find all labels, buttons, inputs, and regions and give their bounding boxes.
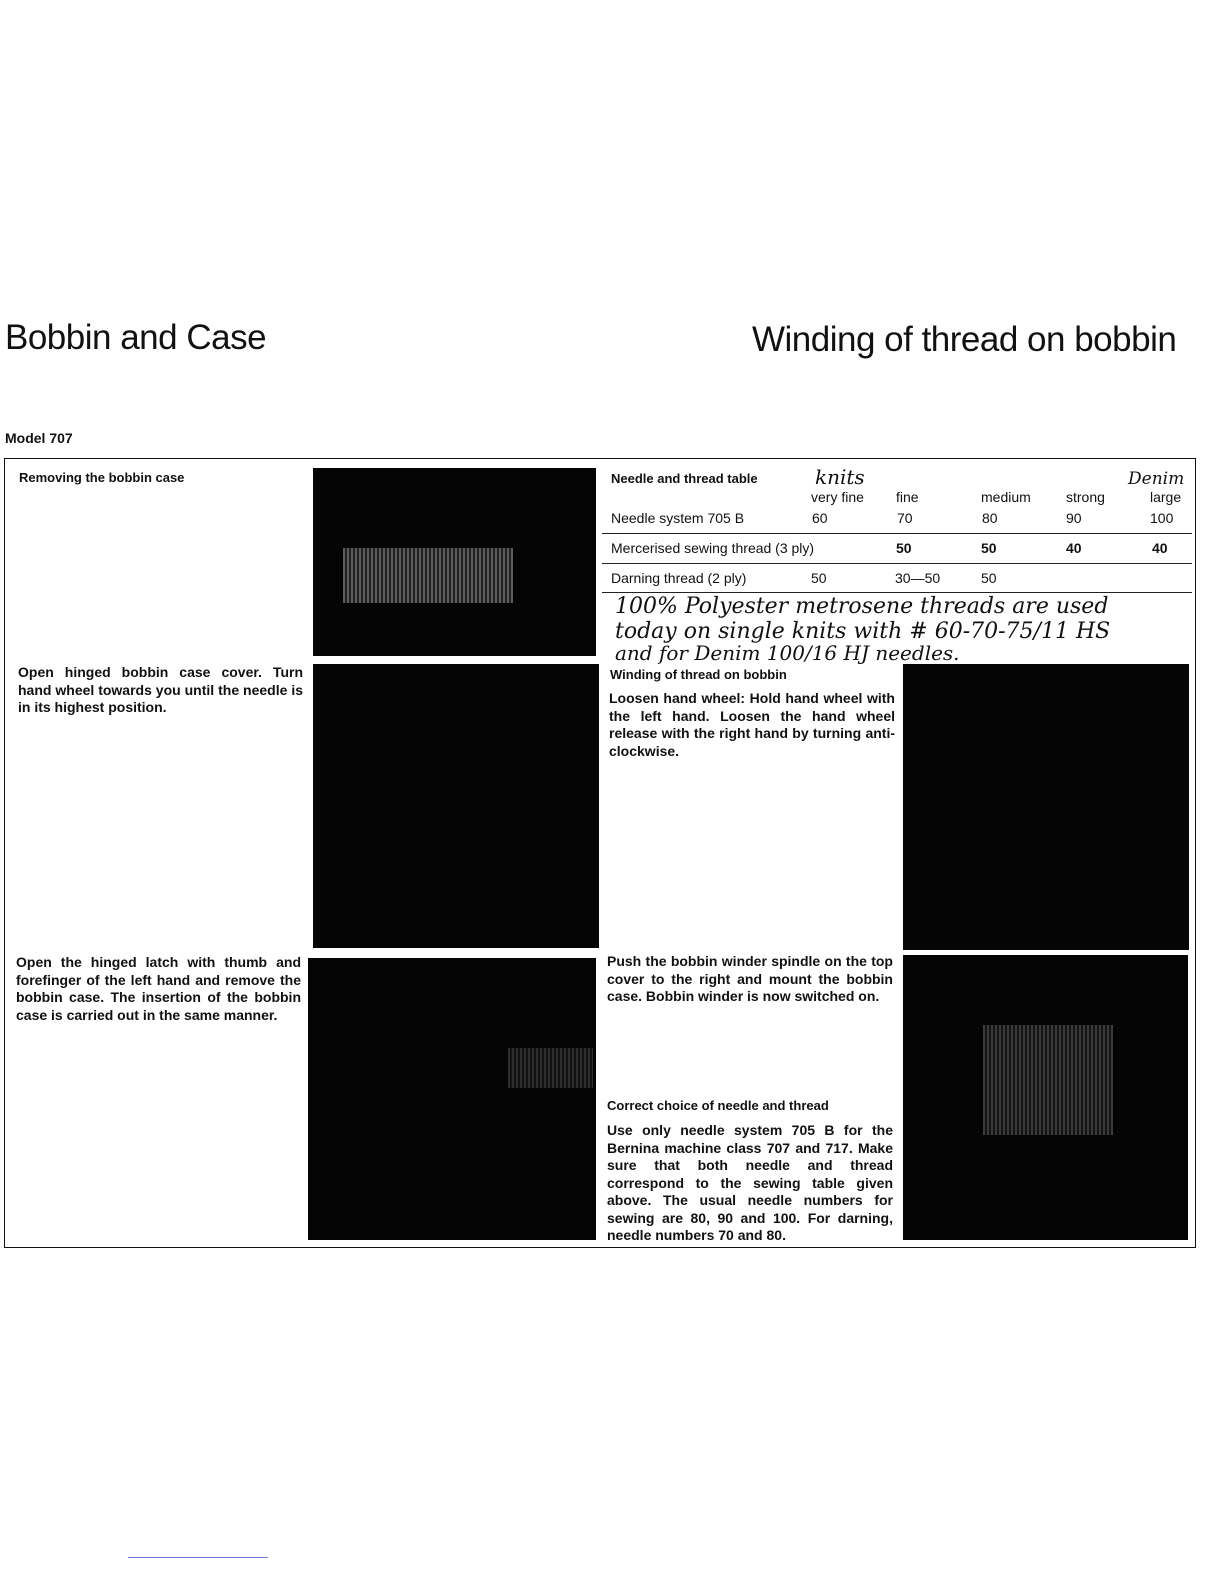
row-label-darning: Darning thread (2 ply) <box>611 570 747 586</box>
needle-table-heading: Needle and thread table <box>611 471 758 486</box>
handwritten-note-line2: today on single knits with # 60-70-75/11 HS <box>615 619 1111 644</box>
handwritten-note-line1: 100% Polyester metrosene threads are used <box>615 594 1109 619</box>
col-medium: medium <box>981 489 1031 505</box>
hand-wheel-photo <box>313 664 599 948</box>
bobbin-winder-photo <box>903 955 1188 1240</box>
col-very-fine: very fine <box>811 489 864 505</box>
correct-choice-heading: Correct choice of needle and thread <box>607 1098 829 1113</box>
table-cell: 40 <box>1066 540 1082 556</box>
table-cell: 100 <box>1150 510 1174 526</box>
table-divider <box>602 533 1192 534</box>
table-cell: 90 <box>1066 510 1082 526</box>
table-cell: 80 <box>982 510 998 526</box>
row-label-needle-system: Needle system 705 B <box>611 510 745 526</box>
correct-choice-text: Use only needle system 705 B for the Bernina machine class 707 and 717. Make sure that both needle and thread correspond to the sewing table given above. The usual needle numbers for sewing are 80, 90 and 100. For darning, needle numbers 70 and 80. <box>607 1122 893 1243</box>
bobbin-case-cover-photo <box>313 468 596 656</box>
bobbin-case-latch-photo <box>308 958 596 1240</box>
footer-underline <box>128 1557 268 1558</box>
table-divider <box>602 592 1192 593</box>
table-cell: 70 <box>897 510 913 526</box>
bobbin-winder-text: Push the bobbin winder spindle on the top cover to the right and mount the bobbin case. Bobbin winder is now switched on. <box>607 953 893 1004</box>
table-cell: 40 <box>1152 540 1168 556</box>
table-cell: 50 <box>811 570 827 586</box>
removing-bobbin-heading: Removing the bobbin case <box>19 470 185 485</box>
handwritten-knits-note: knits <box>815 465 865 489</box>
handwritten-note-line3: and for Denim 100/16 HJ needles. <box>615 641 960 665</box>
loosen-hand-wheel-text: Loosen hand wheel: Hold hand wheel with the left hand. Loosen the hand wheel release with the right hand by turning anti-clockwise. <box>609 690 895 759</box>
col-large: large <box>1150 489 1182 505</box>
winding-heading: Winding of thread on bobbin <box>610 667 787 682</box>
table-cell: 60 <box>812 510 828 526</box>
page-title-left: Bobbin and Case <box>5 318 267 357</box>
step-open-cover-text: Open hinged bobbin case cover. Turn hand wheel towards you until the needle is in its highest position. <box>18 664 303 715</box>
row-label-mercerised: Mercerised sewing thread (3 ply) <box>611 540 815 556</box>
model-label: Model 707 <box>5 430 73 446</box>
table-cell: 50 <box>981 540 997 556</box>
table-divider <box>602 563 1192 564</box>
hand-wheel-release-photo <box>903 664 1189 950</box>
col-fine: fine <box>896 489 919 505</box>
step-remove-case-text: Open the hinged latch with thumb and forefinger of the left hand and remove the bobbin case. The insertion of the bobbin case is carried out in the same manner. <box>16 954 301 1023</box>
table-cell: 50 <box>981 570 997 586</box>
table-cell: 50 <box>896 540 912 556</box>
page-title-right: Winding of thread on bobbin <box>752 320 1177 359</box>
handwritten-denim-note: Denim <box>1128 469 1185 489</box>
table-cell: 30—50 <box>895 570 941 586</box>
col-strong: strong <box>1066 489 1105 505</box>
